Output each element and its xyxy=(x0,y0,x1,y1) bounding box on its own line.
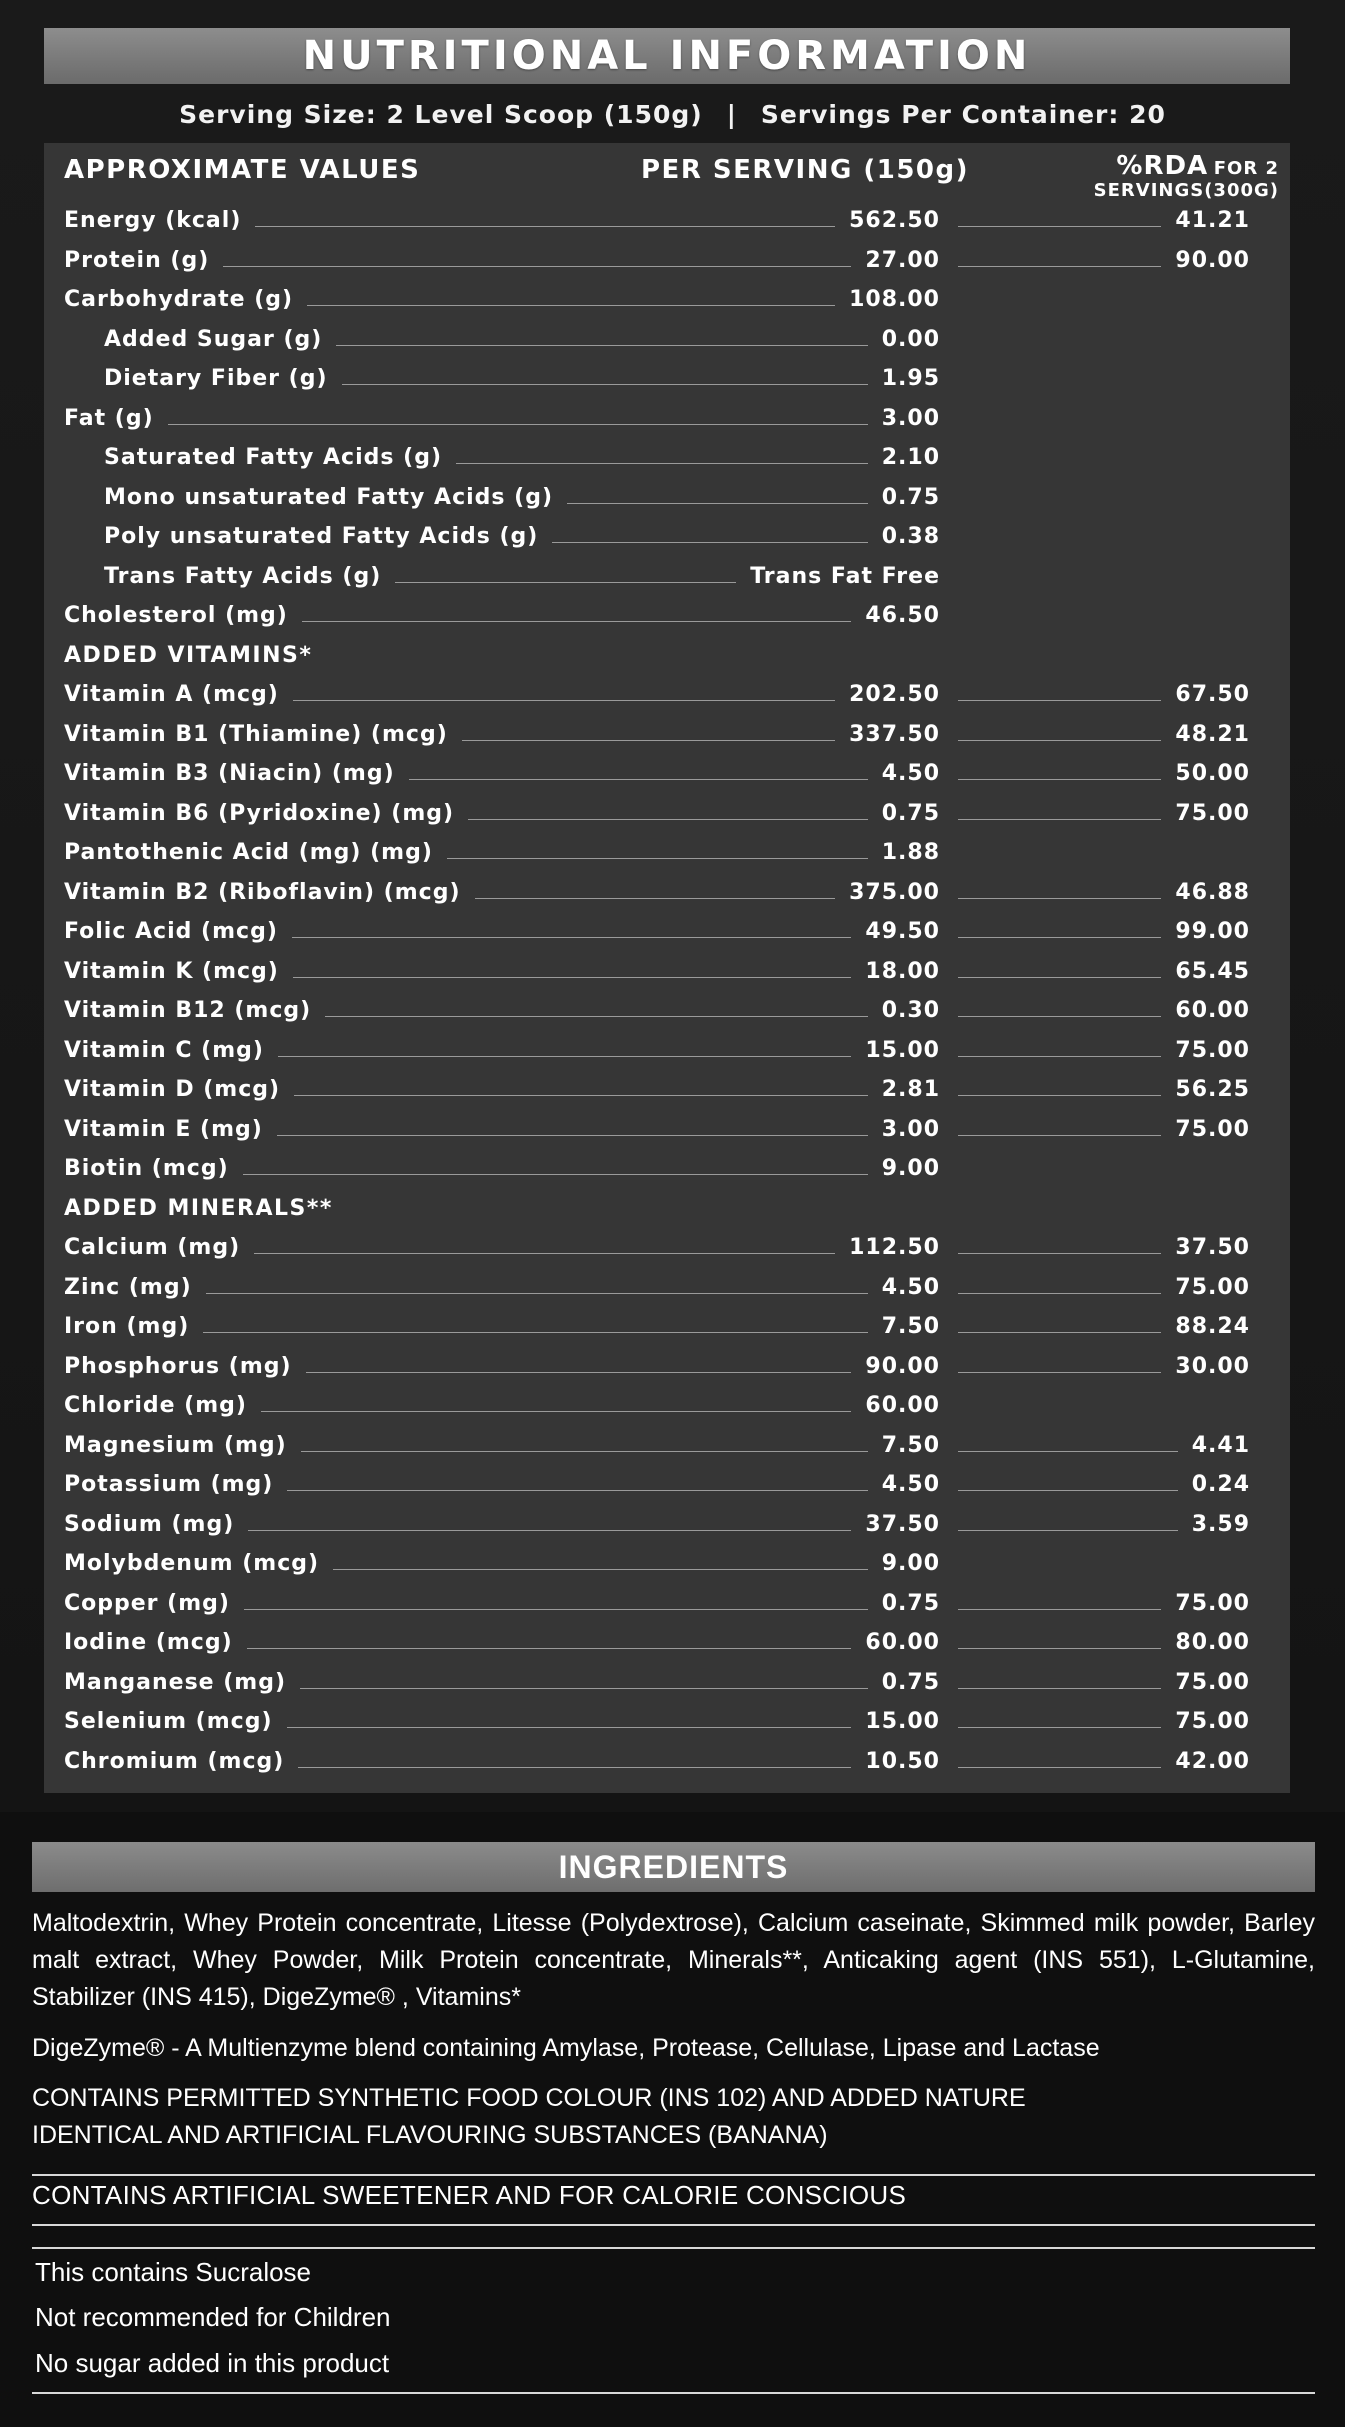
leader-line xyxy=(447,858,868,859)
rda-leader-line xyxy=(958,937,1161,938)
nutrient-label: Chloride (mg) xyxy=(64,1393,247,1418)
leader-line xyxy=(255,226,835,227)
nutrient-row xyxy=(44,1464,1290,1504)
nutrient-row xyxy=(44,1267,1290,1307)
rda-leader-line xyxy=(958,700,1161,701)
nutrient-rda: 75.00 xyxy=(1175,1709,1250,1734)
nutrient-label: Vitamin B2 (Riboflavin) (mcg) xyxy=(64,879,461,905)
nutrient-row xyxy=(44,714,1290,754)
section-heading-minerals: ADDED MINERALS** xyxy=(64,1195,333,1221)
nutrient-per-serving: 0.75 xyxy=(881,1669,940,1695)
nutrient-label: Vitamin B3 (Niacin) (mg) xyxy=(64,761,395,786)
leader-line xyxy=(302,621,851,622)
nutrient-row xyxy=(44,1109,1290,1149)
nutrient-rda: 48.21 xyxy=(1175,721,1250,747)
leader-line xyxy=(468,819,868,820)
nutrient-rda: 75.00 xyxy=(1175,1116,1250,1142)
nutrient-rda: 75.00 xyxy=(1175,1669,1250,1695)
leader-line xyxy=(261,1411,851,1412)
nutrient-row xyxy=(44,1030,1290,1070)
nutrient-per-serving: 7.50 xyxy=(881,1314,940,1339)
rda-leader-line xyxy=(958,1727,1161,1728)
leader-line xyxy=(278,1056,851,1057)
nutrient-row xyxy=(44,674,1290,714)
nutrient-label: Molybdenum (mcg) xyxy=(64,1551,320,1576)
rda-leader-line xyxy=(958,1451,1178,1452)
nutrient-rda: 75.00 xyxy=(1175,1590,1250,1616)
leader-line xyxy=(168,424,868,425)
nutrient-row xyxy=(44,951,1290,991)
leader-line xyxy=(306,1372,851,1373)
nutrient-label: Dietary Fiber (g) xyxy=(104,366,328,391)
nutrient-row xyxy=(44,793,1290,833)
nutrient-label: Trans Fatty Acids (g) xyxy=(104,563,382,589)
nutrient-rda: 37.50 xyxy=(1175,1235,1250,1260)
ingredients-banner xyxy=(32,1842,1315,1892)
nutrient-per-serving: 0.30 xyxy=(881,998,940,1023)
rda-leader-line xyxy=(958,1609,1161,1610)
rda-leader-line xyxy=(958,977,1161,978)
nutrient-rda: 75.00 xyxy=(1175,1274,1250,1300)
nutrient-rda: 60.00 xyxy=(1175,998,1250,1023)
nutrient-per-serving: 0.38 xyxy=(881,524,940,549)
nutrient-row xyxy=(44,1583,1290,1623)
nutrient-row xyxy=(44,753,1290,793)
leader-line xyxy=(294,1095,868,1096)
nutrient-per-serving: 10.50 xyxy=(865,1748,940,1774)
nutrient-row xyxy=(44,832,1290,872)
nutrient-row xyxy=(44,437,1290,477)
colour-statement-line2: IDENTICAL AND ARTIFICIAL FLAVOURING SUBSTANCES (BANANA) xyxy=(32,2121,828,2149)
nutrient-label: Iodine (mcg) xyxy=(64,1630,233,1655)
nutrient-label: Vitamin A (mcg) xyxy=(64,682,279,707)
nutrient-label: Vitamin B6 (Pyridoxine) (mg) xyxy=(64,800,455,826)
leader-line xyxy=(206,1293,868,1294)
leader-line xyxy=(475,898,835,899)
rda-leader-line xyxy=(958,740,1161,741)
rda-leader-line xyxy=(958,1372,1161,1373)
nutrient-label: Saturated Fatty Acids (g) xyxy=(104,445,442,470)
rda-leader-line xyxy=(958,1490,1178,1491)
leader-line xyxy=(409,779,868,780)
nutrient-label: Calcium (mg) xyxy=(64,1235,241,1260)
rda-leader-line xyxy=(958,226,1161,227)
nutrient-label: Selenium (mcg) xyxy=(64,1709,273,1734)
nutrient-label: Vitamin D (mcg) xyxy=(64,1077,281,1102)
nutrient-label: Potassium (mg) xyxy=(64,1472,274,1497)
divider xyxy=(32,2224,1315,2226)
leader-line xyxy=(248,1530,851,1531)
divider xyxy=(32,2392,1315,2394)
nutrient-row xyxy=(44,872,1290,912)
nutrient-per-serving: 3.00 xyxy=(881,405,940,431)
leader-line xyxy=(203,1332,868,1333)
nutrient-per-serving: 27.00 xyxy=(865,247,940,273)
rda-leader-line xyxy=(958,1648,1161,1649)
leader-line xyxy=(244,1609,868,1610)
leader-line xyxy=(300,1688,868,1689)
nutrition-table xyxy=(44,143,1290,1793)
rda-leader-line xyxy=(958,1530,1178,1531)
nutrient-label: Energy (kcal) xyxy=(64,208,242,233)
nutrient-label: Fat (g) xyxy=(64,405,154,431)
nutrient-per-serving: 202.50 xyxy=(849,682,940,707)
nutrient-rda: 65.45 xyxy=(1175,958,1250,984)
nutrient-rda: 42.00 xyxy=(1175,1748,1250,1774)
rda-leader-line xyxy=(958,1688,1161,1689)
leader-line xyxy=(277,1135,868,1136)
nutrient-rda: 56.25 xyxy=(1175,1077,1250,1102)
nutrient-rda: 99.00 xyxy=(1175,919,1250,944)
header-rda xyxy=(1069,151,1279,201)
serving-size: Serving Size: 2 Level Scoop (150g) xyxy=(179,99,703,129)
nutrient-row xyxy=(44,556,1290,596)
rda-leader-line xyxy=(958,898,1161,899)
section-heading-vitamins: ADDED VITAMINS* xyxy=(64,642,313,668)
leader-line xyxy=(287,1490,868,1491)
nutrient-row xyxy=(44,1227,1290,1267)
page-title: NUTRITIONAL INFORMATION xyxy=(302,33,1032,79)
divider xyxy=(32,2247,1315,2249)
nutrient-per-serving: 2.81 xyxy=(881,1077,940,1102)
leader-line xyxy=(462,740,835,741)
nutrient-per-serving: 108.00 xyxy=(849,287,940,312)
nutrient-per-serving: 1.95 xyxy=(881,366,940,391)
digezyme-description: DigeZyme® - A Multienzyme blend containing Amylase, Protease, Cellulase, Lipase and Lactase xyxy=(32,2034,1100,2062)
nutrient-row xyxy=(44,990,1290,1030)
title-banner xyxy=(44,28,1290,84)
leader-line xyxy=(456,463,868,464)
nutrient-row xyxy=(44,240,1290,280)
leader-line xyxy=(243,1174,868,1175)
nutrient-row xyxy=(44,516,1290,556)
nutrient-per-serving: 0.00 xyxy=(881,326,940,352)
nutrient-label: Cholesterol (mg) xyxy=(64,603,288,628)
divider xyxy=(32,2174,1315,2176)
nutrient-per-serving: 46.50 xyxy=(865,603,940,628)
nutrient-row xyxy=(44,1504,1290,1544)
leader-line xyxy=(395,582,736,583)
leader-line xyxy=(567,503,868,504)
rda-leader-line xyxy=(958,266,1161,267)
nutrient-label: Copper (mg) xyxy=(64,1590,230,1616)
nutrient-per-serving: 562.50 xyxy=(849,208,940,233)
nutrient-per-serving: 9.00 xyxy=(881,1156,940,1181)
header-rda-servings: SERVINGS(300G) xyxy=(1093,180,1279,201)
nutrient-per-serving: 375.00 xyxy=(849,879,940,905)
nutrient-row xyxy=(44,1385,1290,1425)
leader-line xyxy=(293,977,851,978)
nutrient-per-serving: 15.00 xyxy=(865,1709,940,1734)
nutrient-per-serving: 18.00 xyxy=(865,958,940,984)
colour-statement-line1: CONTAINS PERMITTED SYNTHETIC FOOD COLOUR (INS 102) AND ADDED NATURE xyxy=(32,2084,1026,2112)
nutrient-row xyxy=(44,1346,1290,1386)
rda-leader-line xyxy=(958,779,1161,780)
nutrient-row xyxy=(44,1662,1290,1702)
nutrient-label: Folic Acid (mcg) xyxy=(64,919,278,944)
nutrient-row xyxy=(44,398,1290,438)
leader-line xyxy=(293,700,835,701)
rda-leader-line xyxy=(958,1253,1161,1254)
nutrient-row xyxy=(44,1543,1290,1583)
nutrient-label: Protein (g) xyxy=(64,247,210,273)
nutrient-per-serving: 60.00 xyxy=(865,1393,940,1418)
nutrient-label: Zinc (mg) xyxy=(64,1274,192,1300)
nutrient-label: Phosphorus (mg) xyxy=(64,1353,292,1379)
nutrient-label: Added Sugar (g) xyxy=(104,326,323,352)
nutrient-per-serving: 2.10 xyxy=(881,445,940,470)
ingredients-title: INGREDIENTS xyxy=(558,1848,789,1885)
note-no-sugar: No sugar added in this product xyxy=(35,2348,390,2378)
nutrient-label: Magnesium (mg) xyxy=(64,1432,287,1458)
sweetener-warning: CONTAINS ARTIFICIAL SWEETENER AND FOR CALORIE CONSCIOUS xyxy=(32,2180,907,2210)
leader-line xyxy=(298,1767,851,1768)
nutrient-rda: 88.24 xyxy=(1175,1314,1250,1339)
nutrient-per-serving: 4.50 xyxy=(881,761,940,786)
rda-leader-line xyxy=(958,1332,1161,1333)
nutrient-per-serving: 9.00 xyxy=(881,1551,940,1576)
rda-leader-line xyxy=(958,1095,1161,1096)
nutrient-rda: 50.00 xyxy=(1175,761,1250,786)
nutrient-label: Sodium (mg) xyxy=(64,1511,235,1537)
nutrient-per-serving: 49.50 xyxy=(865,919,940,944)
leader-line xyxy=(292,937,851,938)
header-rda-main: %RDA xyxy=(1116,151,1209,181)
nutrient-row xyxy=(44,1701,1290,1741)
nutrient-row xyxy=(44,1741,1290,1781)
nutrient-rda: 30.00 xyxy=(1175,1353,1250,1379)
section-row-vitamins xyxy=(44,635,1290,675)
leader-line xyxy=(247,1648,851,1649)
nutrient-row xyxy=(44,477,1290,517)
leader-line xyxy=(287,1727,851,1728)
nutrient-label: Biotin (mcg) xyxy=(64,1156,229,1181)
nutrient-per-serving: 15.00 xyxy=(865,1037,940,1063)
nutrient-per-serving: 37.50 xyxy=(865,1511,940,1537)
nutrient-label: Vitamin K (mcg) xyxy=(64,958,279,984)
nutrient-per-serving: 0.75 xyxy=(881,1590,940,1616)
leader-line xyxy=(333,1569,868,1570)
nutrient-per-serving: 4.50 xyxy=(881,1274,940,1300)
nutrient-row xyxy=(44,911,1290,951)
nutrient-label: Mono unsaturated Fatty Acids (g) xyxy=(104,484,554,510)
nutrient-per-serving: 3.00 xyxy=(881,1116,940,1142)
colour-statement xyxy=(32,2080,1315,2154)
nutrient-label: Pantothenic Acid (mg) (mg) xyxy=(64,840,433,865)
rda-leader-line xyxy=(958,819,1161,820)
nutrient-row xyxy=(44,319,1290,359)
leader-line xyxy=(325,1016,868,1017)
nutrient-per-serving: 337.50 xyxy=(849,721,940,747)
nutrient-per-serving: 0.75 xyxy=(881,800,940,826)
nutrient-label: Carbohydrate (g) xyxy=(64,287,294,312)
rda-leader-line xyxy=(958,1767,1161,1768)
leader-line xyxy=(552,542,868,543)
nutrient-label: Manganese (mg) xyxy=(64,1669,287,1695)
header-rda-for: FOR 2 xyxy=(1213,158,1279,179)
nutrient-rda: 41.21 xyxy=(1175,208,1250,233)
nutrient-rda: 4.41 xyxy=(1191,1432,1250,1458)
nutrient-per-serving: 1.88 xyxy=(881,840,940,865)
nutrient-rda: 75.00 xyxy=(1175,800,1250,826)
nutrient-rda: 46.88 xyxy=(1175,879,1250,905)
nutrient-label: Vitamin C (mg) xyxy=(64,1037,264,1063)
nutrient-per-serving: 90.00 xyxy=(865,1353,940,1379)
nutrient-rda: 3.59 xyxy=(1191,1511,1250,1537)
nutrient-rda: 0.24 xyxy=(1191,1472,1250,1497)
section-row-minerals xyxy=(44,1188,1290,1228)
rda-leader-line xyxy=(958,1016,1161,1017)
serving-info xyxy=(0,94,1345,134)
ingredients-list: Maltodextrin, Whey Protein concentrate, Litesse (Polydextrose), Calcium caseinate, Skimmed milk powder, Barley malt extract, Whey Powder, Milk Protein concentrate, Minerals**, Anticaking agent (INS 551), L-Glutamine, Stabilizer (INS 415), DigeZyme® , Vitamins* xyxy=(32,1909,1315,2011)
nutrient-label: Poly unsaturated Fatty Acids (g) xyxy=(104,524,539,549)
nutrient-label: Iron (mg) xyxy=(64,1314,190,1339)
note-children: Not recommended for Children xyxy=(35,2302,391,2332)
nutrient-per-serving: 4.50 xyxy=(881,1472,940,1497)
nutrient-per-serving: 0.75 xyxy=(881,484,940,510)
nutrient-rda: 75.00 xyxy=(1175,1037,1250,1063)
nutrient-label: Chromium (mcg) xyxy=(64,1748,285,1774)
nutrient-row xyxy=(44,595,1290,635)
nutrient-rda: 80.00 xyxy=(1175,1630,1250,1655)
nutrient-label: Vitamin E (mg) xyxy=(64,1116,263,1142)
nutrient-rda: 67.50 xyxy=(1175,682,1250,707)
nutrient-row xyxy=(44,279,1290,319)
leader-line xyxy=(342,384,868,385)
nutrient-row xyxy=(44,358,1290,398)
nutrient-row xyxy=(44,1622,1290,1662)
leader-line xyxy=(301,1451,868,1452)
leader-line xyxy=(336,345,868,346)
leader-line xyxy=(223,266,851,267)
nutrient-row xyxy=(44,1306,1290,1346)
nutrient-row xyxy=(44,200,1290,240)
serving-separator: | xyxy=(726,99,737,129)
nutrient-row xyxy=(44,1069,1290,1109)
nutrient-per-serving: Trans Fat Free xyxy=(750,563,940,589)
note-sucralose: This contains Sucralose xyxy=(35,2257,312,2287)
nutrient-row xyxy=(44,1148,1290,1188)
header-approx-values: APPROXIMATE VALUES xyxy=(64,155,421,185)
nutrient-per-serving: 112.50 xyxy=(849,1235,940,1260)
leader-line xyxy=(307,305,835,306)
leader-line xyxy=(254,1253,835,1254)
nutrient-per-serving: 7.50 xyxy=(881,1432,940,1458)
servings-per-container: Servings Per Container: 20 xyxy=(760,99,1166,129)
nutrient-label: Vitamin B12 (mcg) xyxy=(64,998,312,1023)
nutrient-label: Vitamin B1 (Thiamine) (mcg) xyxy=(64,721,448,747)
rda-leader-line xyxy=(958,1293,1161,1294)
nutrient-rda: 90.00 xyxy=(1175,247,1250,273)
nutrient-row xyxy=(44,1425,1290,1465)
header-per-serving: PER SERVING (150g) xyxy=(641,155,969,185)
rda-leader-line xyxy=(958,1056,1161,1057)
nutrient-per-serving: 60.00 xyxy=(865,1630,940,1655)
rda-leader-line xyxy=(958,1135,1161,1136)
